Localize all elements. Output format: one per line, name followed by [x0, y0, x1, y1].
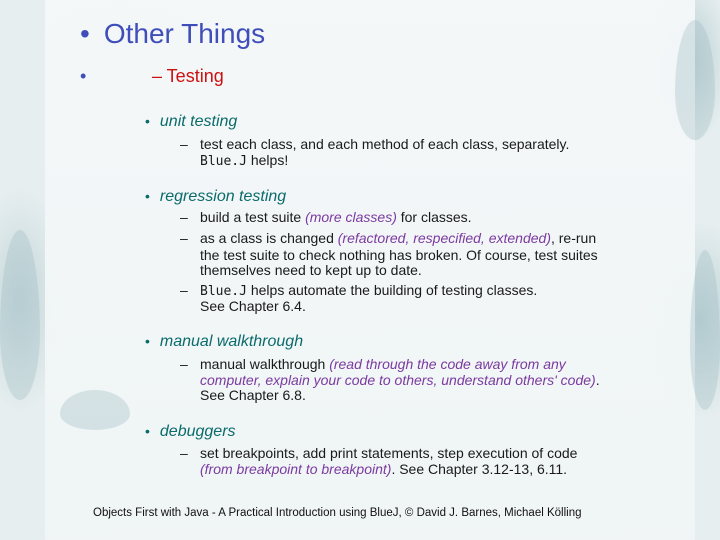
background-leaf [690, 250, 720, 410]
heading-regression-testing [145, 188, 286, 206]
background-leaf [675, 20, 715, 140]
slide-footer: Objects First with Java - A Practical Introduction using BlueJ, © David J. Barnes, Michael Kölling [93, 507, 582, 519]
background-leaf [0, 230, 40, 400]
emphasis-text: computer, explain your code to others, understand others' code) [200, 372, 596, 388]
dash: – [180, 282, 188, 298]
emphasis-text: (refactored, respecified, extended) [337, 230, 551, 246]
text-run: as a class is changed [200, 230, 338, 246]
slide-title [80, 18, 265, 50]
dash: – [180, 230, 188, 246]
text-run: for classes. [396, 209, 472, 225]
background-leaf [60, 390, 130, 430]
body-line: themselves need to kept up to date. [200, 262, 422, 278]
subtitle: – Testing [152, 66, 224, 86]
body-line: See Chapter 6.8. [200, 387, 306, 403]
body-line [200, 461, 567, 477]
emphasis-text: (from breakpoint to breakpoint) [200, 461, 392, 477]
heading-bullet: • [145, 113, 150, 129]
body-line [180, 283, 537, 299]
bluej-name: Blue.J [200, 284, 247, 299]
emphasis-text: (more classes) [305, 209, 397, 225]
title-text: Other Things [103, 18, 266, 49]
text-run: , re-run [550, 230, 597, 246]
text-run: test each class, and each method of each class, separately. [200, 136, 570, 152]
heading-manual-walkthrough [145, 333, 303, 351]
emphasis-text: (read through the code away from any [329, 356, 566, 372]
text-run: . [595, 372, 600, 388]
heading-debuggers [145, 423, 236, 441]
heading-text: regression testing [159, 188, 287, 205]
dash: – [180, 136, 188, 152]
dash: – [180, 209, 188, 225]
text-run: build a test suite [200, 209, 306, 225]
body-line [200, 372, 600, 388]
heading-bullet: • [145, 333, 150, 349]
text-run: helps! [246, 152, 289, 168]
subtitle-bullet: • [80, 66, 87, 86]
bluej-name: Blue.J [200, 154, 247, 169]
body-line [180, 446, 577, 461]
heading-text: debuggers [159, 423, 236, 440]
heading-bullet: • [145, 423, 150, 439]
body-line [180, 231, 596, 246]
heading-text: manual walkthrough [159, 333, 304, 350]
text-run: helps automate the building of testing classes. [246, 282, 538, 298]
text-run: . See Chapter 3.12-13, 6.11. [391, 461, 568, 477]
body-line [180, 210, 472, 225]
text-run: set breakpoints, add print statements, step execution of code [200, 445, 578, 461]
heading-text: unit testing [159, 113, 238, 130]
body-line [180, 357, 566, 372]
dash: – [180, 445, 188, 461]
dash: – [180, 356, 188, 372]
body-line: the test suite to check nothing has broken. Of course, test suites [200, 247, 598, 263]
text-run: manual walkthrough [200, 356, 330, 372]
body-line: See Chapter 6.4. [200, 298, 306, 314]
heading-bullet: • [145, 188, 150, 204]
body-line [200, 152, 288, 169]
title-bullet: • [80, 18, 90, 49]
heading-unit-testing [145, 113, 237, 131]
body-line [180, 137, 569, 152]
